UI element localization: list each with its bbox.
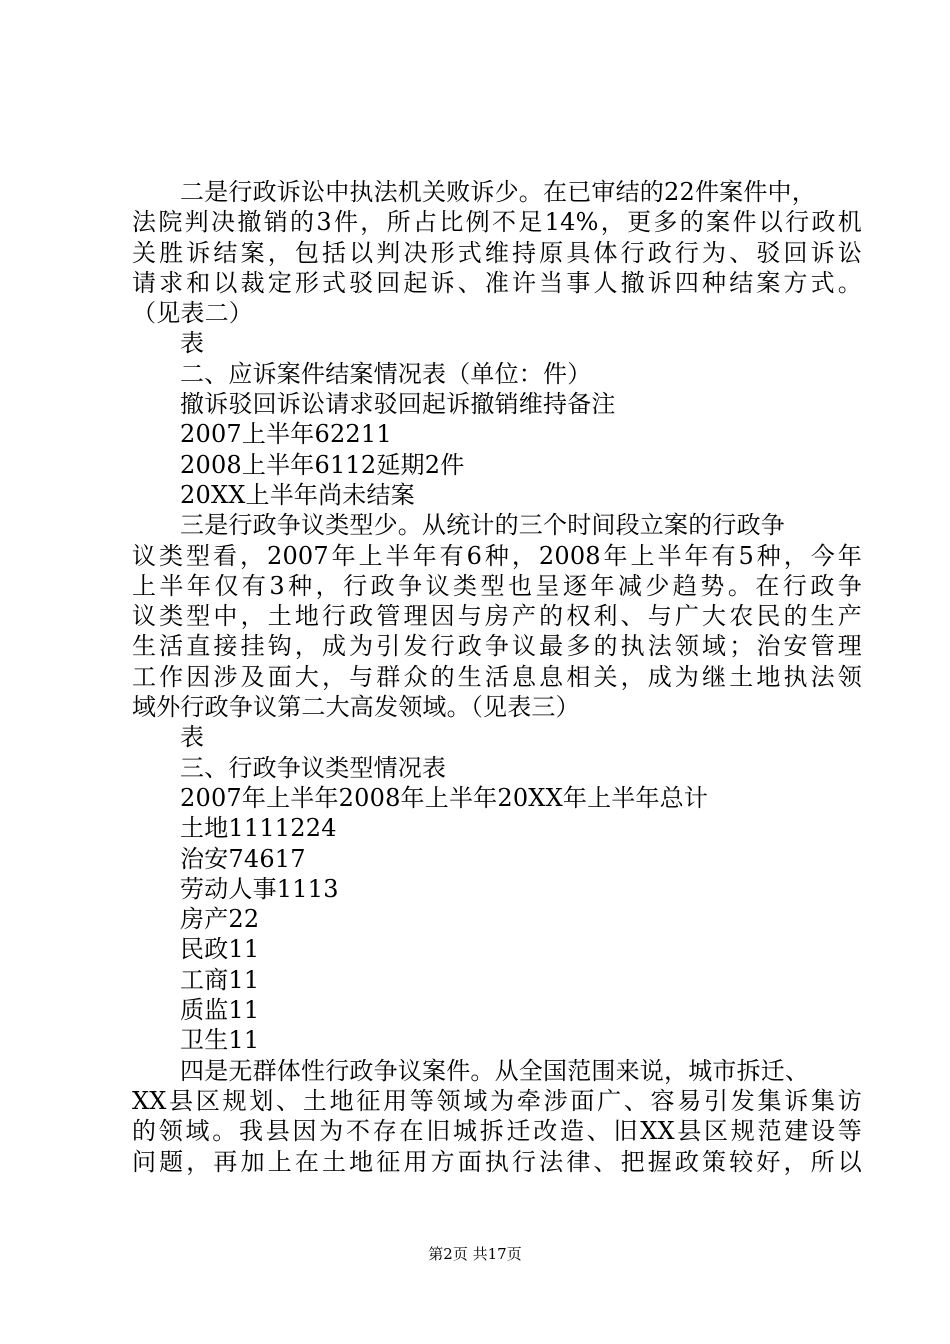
- paragraph-line: 法院判决撤销的3件，所占比例不足14%，更多的案件以行政机: [132, 208, 862, 237]
- table-row: 2008上半年6112延期2件: [180, 450, 465, 479]
- paragraph-line: 域外行政争议第二大高发领域。（见表三）: [132, 693, 580, 722]
- table-row: 2007上半年62211: [180, 420, 392, 449]
- table-row: 质监11: [180, 996, 260, 1025]
- document-body: [132, 177, 862, 1177]
- table-caption-label: 表: [180, 723, 205, 752]
- paragraph-line: 生活直接挂钩，成为引发行政争议最多的执法领域；治安管理: [132, 632, 862, 661]
- paragraph-line: （见表二）: [132, 299, 253, 328]
- table-row: 民政11: [180, 935, 260, 964]
- table-title: 二、应诉案件结案情况表（单位：件）: [180, 359, 592, 388]
- paragraph-line: 三是行政争议类型少。从统计的三个时间段立案的行政争: [180, 511, 785, 540]
- table-row: 土地1111224: [180, 814, 337, 843]
- table-row: 劳动人事1113: [180, 874, 339, 903]
- paragraph-line: 议类型看，2007年上半年有6种，2008年上半年有5种，今年: [132, 541, 862, 570]
- table-title: 三、行政争议类型情况表: [180, 753, 447, 782]
- paragraph-line: 工作因涉及面大，与群众的生活息息相关，成为继土地执法领: [132, 662, 862, 691]
- paragraph-line: 上半年仅有3种，行政争议类型也呈逐年减少趋势。在行政争: [132, 571, 862, 600]
- table-row: 20XX上半年尚未结案: [180, 480, 415, 509]
- table-caption-label: 表: [180, 329, 205, 358]
- paragraph-line: 关胜诉结案，包括以判决形式维持原具体行政行为、驳回诉讼: [132, 238, 862, 267]
- paragraph-line: 四是无群体性行政争议案件。从全国范围来说，城市拆迁、: [180, 1056, 810, 1085]
- paragraph-line: 的领域。我县因为不存在旧城拆迁改造、旧XX县区规范建设等: [132, 1117, 862, 1146]
- paragraph-line: 问题，再加上在土地征用方面执行法律、把握政策较好，所以: [132, 1147, 862, 1176]
- paragraph-line: 请求和以裁定形式驳回起诉、准许当事人撤诉四种结案方式。: [132, 268, 862, 297]
- paragraph-line: XX县区规划、土地征用等领域为牵涉面广、容易引发集诉集访: [132, 1086, 862, 1115]
- table-row: 房产22: [180, 905, 260, 934]
- table-row: 卫生11: [180, 1026, 260, 1055]
- table-row: 工商11: [180, 965, 260, 994]
- table-header-row: 2007年上半年2008年上半年20XX年上半年总计: [180, 783, 709, 812]
- table-row: 治安74617: [180, 844, 306, 873]
- paragraph-line: 议类型中，土地行政管理因与房产的权利、与广大农民的生产: [132, 602, 862, 631]
- paragraph-line: 二是行政诉讼中执法机关败诉少。在已审结的22件案件中，: [180, 178, 816, 206]
- page-number-footer: 第2页 共17页: [428, 1245, 522, 1263]
- table-header-row: 撤诉驳回诉讼请求驳回起诉撤销维持备注: [180, 390, 616, 419]
